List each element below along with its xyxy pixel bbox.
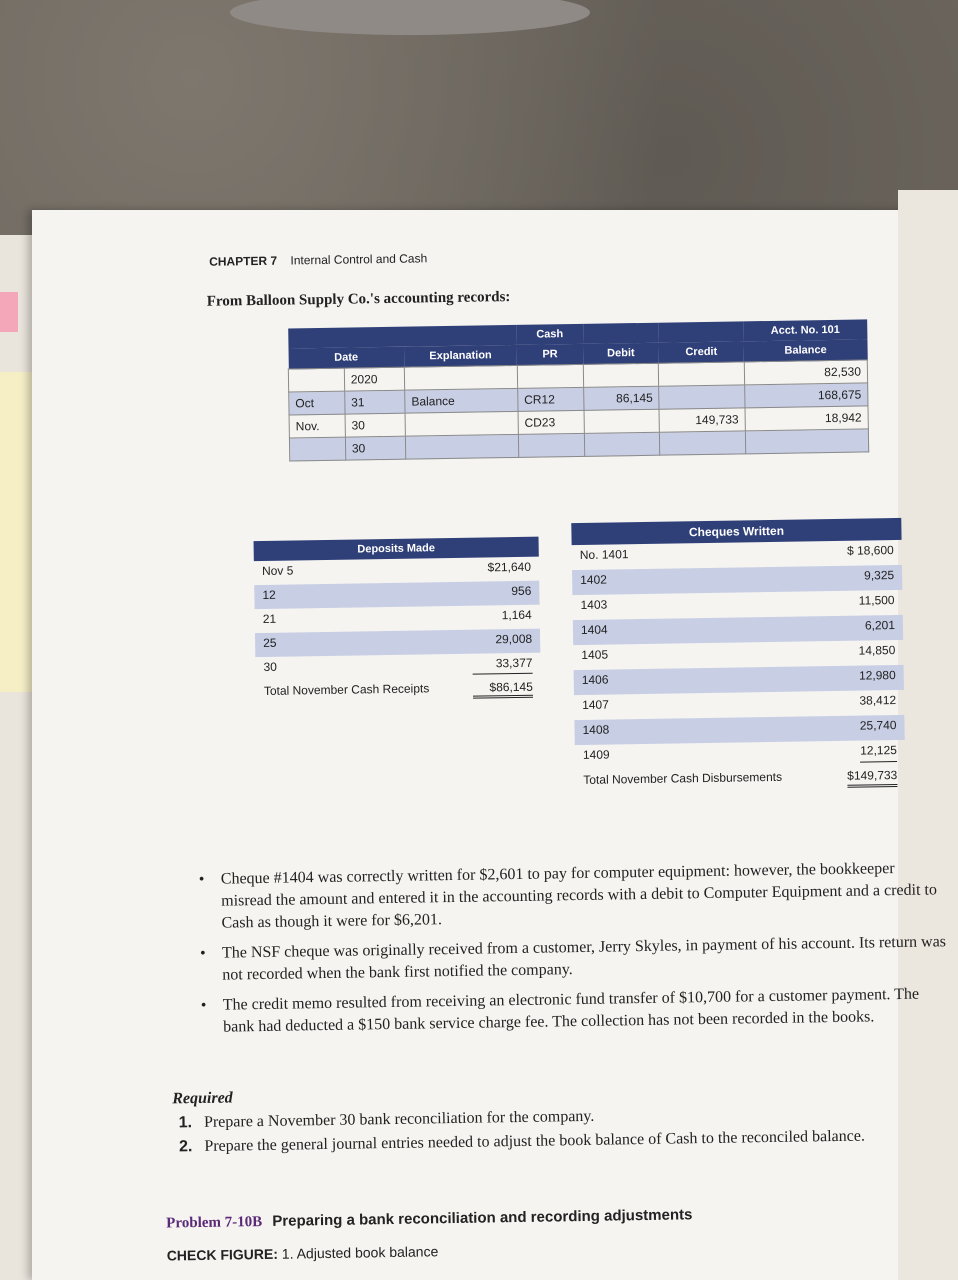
chapter-number: CHAPTER 7 xyxy=(209,253,278,269)
deposits-table xyxy=(254,537,542,705)
cheques-total: $149,733 xyxy=(847,768,897,788)
required-item-text: Prepare a November 30 bank reconciliation for the company. xyxy=(203,1107,595,1131)
col-date: Date xyxy=(288,347,404,369)
ledger-balance: 18,942 xyxy=(745,406,868,431)
ledger-credit xyxy=(660,431,746,455)
ledger-balance xyxy=(745,429,868,454)
cheques-table xyxy=(571,518,905,795)
ledger-debit xyxy=(584,432,660,456)
required-item-number: 2. xyxy=(178,1138,193,1156)
check-figure-text: 1. Adjusted book balance xyxy=(281,1243,439,1262)
problem-heading xyxy=(166,1202,958,1233)
ledger-credit xyxy=(659,362,745,386)
cheques-total-row xyxy=(575,765,905,795)
cheque-amount: 6,201 xyxy=(864,618,896,633)
deposit-date: 30 xyxy=(263,659,277,674)
deposits-total-label: Total November Cash Receipts xyxy=(263,681,430,698)
cheque-amount: 14,850 xyxy=(858,643,896,658)
cheques-total-label: Total November Cash Disbursements xyxy=(583,769,783,787)
deposit-amount: $21,640 xyxy=(487,559,532,575)
note-item: • The NSF cheque was originally received from a customer, Jerry Skyles, in payment of his account. Its return was not recorded when the bank first notified the company. xyxy=(200,931,951,987)
deposit-date: 25 xyxy=(263,635,277,650)
col-debit: Debit xyxy=(583,343,659,365)
cheque-number: 1403 xyxy=(580,597,608,612)
deposit-amount: 956 xyxy=(511,583,532,599)
cheque-number: 1402 xyxy=(580,572,607,587)
cheque-number: 1409 xyxy=(582,747,610,762)
col-balance: Balance xyxy=(744,339,867,361)
deposit-amount: 1,164 xyxy=(501,607,532,623)
deposit-date: 12 xyxy=(262,587,276,602)
note-item: • The credit memo resulted from receiving an electronic fund transfer of $10,700 for a customer payment. The bank had deducted a $150 bank service charge fee. The collection has not been recorded in the books. xyxy=(201,983,952,1039)
cheque-amount: 9,325 xyxy=(864,568,895,583)
deposit-amount: 33,377 xyxy=(472,656,532,675)
check-figure-label: CHECK FIGURE: xyxy=(166,1245,279,1264)
ledger-credit xyxy=(659,385,745,409)
deposits-title: Deposits Made xyxy=(254,537,539,561)
check-figure xyxy=(167,1243,439,1263)
ledger-account: Cash xyxy=(516,324,583,345)
problem-title: Preparing a bank reconciliation and recording adjustments xyxy=(272,1206,693,1230)
cheques-title: Cheques Written xyxy=(571,518,901,545)
ledger-explanation xyxy=(405,411,518,436)
required-item-number: 1. xyxy=(178,1114,193,1132)
ledger-balance: 82,530 xyxy=(744,360,867,385)
cheque-number: No. 1401 xyxy=(579,547,629,562)
chapter-header xyxy=(209,251,427,268)
deposits-total-row xyxy=(256,677,541,705)
cheque-number: 1404 xyxy=(580,622,608,637)
ledger-month xyxy=(288,368,344,392)
required-section xyxy=(172,1075,958,1159)
ledger-day: 2020 xyxy=(344,367,405,391)
ledger-day: 31 xyxy=(344,390,405,414)
cheque-amount: 38,412 xyxy=(859,693,897,708)
notes-list xyxy=(199,857,952,1047)
cheque-amount: 12,125 xyxy=(860,743,897,763)
required-title: Required xyxy=(172,1089,233,1108)
ledger-day: 30 xyxy=(345,436,406,460)
cheque-number: 1405 xyxy=(581,647,609,662)
ledger-pr: CR12 xyxy=(517,387,584,411)
ledger-credit: 149,733 xyxy=(659,408,745,432)
ledger-month: Nov. xyxy=(289,414,345,438)
ledger-debit: 86,145 xyxy=(584,386,660,410)
deposit-date: 21 xyxy=(262,611,277,626)
ledger-balance: 168,675 xyxy=(745,383,868,408)
deposit-date: Nov 5 xyxy=(261,563,294,578)
ledger-explanation xyxy=(405,434,518,459)
intro-text: From Balloon Supply Co.'s accounting records: xyxy=(206,289,511,310)
note-item: • Cheque #1404 was correctly written for $2,601 to pay for computer equipment: however, the bookkeeper misread the amount and entered it in the accounting records with a debit to Computer Equipment and a credit to Cash as though it were for $6,201. xyxy=(199,857,950,935)
col-credit: Credit xyxy=(658,341,744,363)
cash-ledger xyxy=(287,319,869,461)
col-pr: PR xyxy=(517,344,584,366)
ledger-debit xyxy=(583,363,659,387)
ledger-debit xyxy=(584,409,660,433)
ledger-month: Oct xyxy=(289,391,345,415)
chapter-title: Internal Control and Cash xyxy=(290,251,428,268)
ledger-pr xyxy=(517,364,584,388)
cheque-number: 1407 xyxy=(582,697,609,712)
ledger-pr xyxy=(518,433,585,457)
cheque-amount: 11,500 xyxy=(858,593,895,608)
cheque-amount: 25,740 xyxy=(859,718,897,733)
deposit-amount: 29,008 xyxy=(495,631,533,647)
problem-number: Problem 7-10B xyxy=(166,1214,263,1232)
cheque-number: 1406 xyxy=(581,672,609,687)
required-item-text: Prepare the general journal entries needed to adjust the book balance of Cash to the reconciled balance. xyxy=(204,1127,866,1155)
col-explanation: Explanation xyxy=(404,345,517,367)
ledger-day: 30 xyxy=(345,413,406,437)
ledger-explanation: Balance xyxy=(405,388,518,413)
cheque-amount: $ 18,600 xyxy=(846,543,894,558)
cheque-number: 1408 xyxy=(582,722,610,737)
ledger-month xyxy=(289,437,345,461)
cheque-amount: 12,980 xyxy=(858,668,896,683)
ledger-acct-no: Acct. No. 101 xyxy=(744,319,867,341)
ledger-pr: CD23 xyxy=(518,410,585,434)
ledger-explanation xyxy=(404,365,517,390)
deposits-total: $86,145 xyxy=(473,680,533,699)
